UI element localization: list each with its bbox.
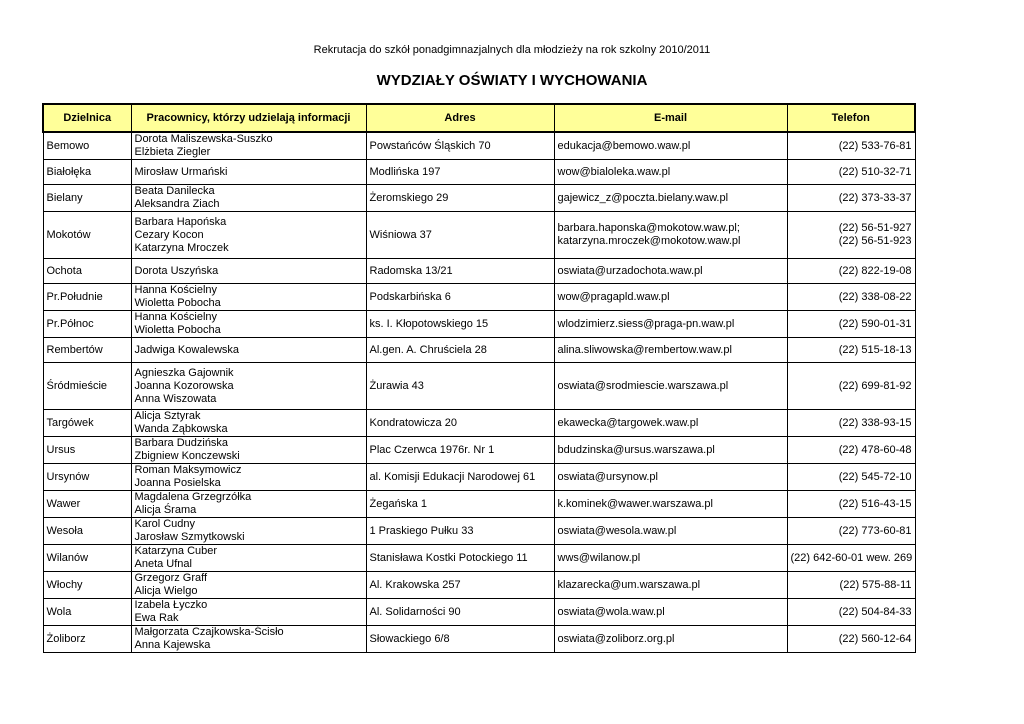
district-cell: Targówek [43,410,131,437]
phone-number: (22) 56-51-927 [838,222,912,234]
email-cell [554,311,787,338]
email-cell [554,545,787,572]
staff-name: Grzegorz Graff [134,572,208,584]
phone-number: (22) 699-81-92 [838,379,912,392]
table-row [43,311,915,338]
phone-cell [787,185,915,212]
address-cell: Al. Solidarności 90 [366,599,554,626]
phone-number: (22) 338-08-22 [838,290,912,303]
email-cell [554,491,787,518]
address-cell: Żegańska 1 [366,491,554,518]
email-cell [554,437,787,464]
email-address: ekawecka@targowek.waw.pl [557,416,699,429]
email-address: k.kominek@wawer.warszawa.pl [557,497,713,510]
district-cell: Rembertów [43,338,131,363]
phone-number: (22) 575-88-11 [839,578,912,591]
address-cell: Stanisława Kostki Potockiego 11 [366,545,554,572]
email-cell [554,212,787,259]
district-cell: Pr.Północ [43,311,131,338]
email-cell [554,599,787,626]
staff-cell [131,212,366,259]
phone-number: (22) 560-12-64 [838,632,912,645]
district-cell: Pr.Południe [43,284,131,311]
phone-number: (22) 478-60-48 [838,443,912,456]
email-address: bdudzinska@ursus.warszawa.pl [557,443,715,456]
table-row [43,518,915,545]
email-address: wlodzimierz.siess@praga-pn.waw.pl [557,317,735,330]
email-address: wow@pragapld.waw.pl [557,290,670,303]
phone-number: (22) 56-51-923 [838,235,912,247]
phone-cell [787,491,915,518]
email-cell [554,185,787,212]
staff-name: Jadwiga Kowalewska [134,343,240,356]
staff-cell [131,363,366,410]
staff-name: Alicja Wielgo [134,585,198,597]
table-row [43,545,915,572]
district-cell: Mokotów [43,212,131,259]
phone-number: (22) 822-19-08 [838,264,912,277]
phone-cell [787,410,915,437]
phone-number: (22) 516-43-15 [838,497,912,510]
address-cell: Kondratowicza 20 [366,410,554,437]
staff-name: Zbigniew Konczewski [134,450,240,462]
district-cell: Ursynów [43,464,131,491]
staff-name: Joanna Posielska [134,477,221,489]
staff-name: Barbara Dudzińska [134,437,229,449]
staff-name: Anna Kajewska [134,639,211,651]
table-row [43,338,915,363]
staff-name: Karol Cudny [134,518,196,530]
email-cell [554,518,787,545]
staff-cell [131,410,366,437]
staff-name: Wioletta Pobocha [134,297,221,309]
table-row [43,491,915,518]
address-cell: Plac Czerwca 1976r. Nr 1 [366,437,554,464]
staff-name: Magdalena Grzegrzółka [134,491,252,503]
staff-name: Alicja Śrama [134,504,197,516]
district-cell: Śródmieście [43,363,131,410]
phone-number: (22) 533-76-81 [838,139,912,152]
staff-name: Barbara Hapońska [134,215,227,228]
staff-name: Katarzyna Cuber [134,545,218,557]
education-offices-table [42,103,916,653]
table-row [43,437,915,464]
phone-cell [787,599,915,626]
staff-cell [131,437,366,464]
district-cell: Wesoła [43,518,131,545]
staff-cell [131,311,366,338]
staff-name: Anna Wiszowata [134,392,217,405]
staff-name: Roman Maksymowicz [134,464,242,476]
district-cell: Bielany [43,185,131,212]
table-row [43,259,915,284]
district-cell: Włochy [43,572,131,599]
phone-cell [787,545,915,572]
email-address: oswiata@urzadochota.waw.pl [557,264,703,277]
table-row [43,410,915,437]
district-cell: Wola [43,599,131,626]
address-cell: Słowackiego 6/8 [366,626,554,653]
address-cell: 1 Praskiego Pułku 33 [366,518,554,545]
column-header-staff: Pracownicy, którzy udzielają informacji [131,104,366,132]
phone-cell [787,338,915,363]
district-cell: Białołęka [43,160,131,185]
phone-cell [787,259,915,284]
email-address: gajewicz_z@poczta.bielany.waw.pl [557,191,729,204]
staff-name: Małgorzata Czajkowska-Ścisło [134,626,284,638]
table-row [43,212,915,259]
table-row [43,160,915,185]
table-row [43,572,915,599]
email-address: barbara.haponska@mokotow.waw.pl; [557,222,740,234]
phone-number: (22) 642-60-01 wew. 269 [790,551,913,564]
staff-cell [131,626,366,653]
phone-number: (22) 504-84-33 [838,605,912,618]
table-row [43,132,915,160]
staff-name: Ewa Rak [134,612,179,624]
phone-number: (22) 515-18-13 [838,343,912,356]
phone-number: (22) 773-60-81 [838,524,912,537]
email-cell [554,132,787,160]
address-cell: Al.gen. A. Chruściela 28 [366,338,554,363]
phone-number: (22) 590-01-31 [838,317,912,330]
table-row [43,626,915,653]
email-address: oswiata@zoliborz.org.pl [557,632,675,645]
phone-cell [787,572,915,599]
staff-name: Izabela Łyczko [134,599,208,611]
phone-cell [787,284,915,311]
email-cell [554,259,787,284]
address-cell: Radomska 13/21 [366,259,554,284]
phone-cell [787,311,915,338]
email-cell [554,284,787,311]
email-address: oswiata@wesola.waw.pl [557,524,677,537]
table-row [43,599,915,626]
table-row [43,363,915,410]
email-address: oswiata@wola.waw.pl [557,605,665,618]
email-address: wws@wilanow.pl [557,551,641,564]
email-cell [554,338,787,363]
staff-name: Joanna Kozorowska [134,379,234,392]
district-cell: Wilanów [43,545,131,572]
staff-name: Dorota Uszyńska [134,264,219,277]
district-cell: Bemowo [43,132,131,160]
email-cell [554,572,787,599]
district-cell: Ursus [43,437,131,464]
email-cell [554,363,787,410]
staff-name: Dorota Maliszewska-Suszko [134,133,273,145]
staff-cell [131,464,366,491]
column-header-phone: Telefon [787,104,915,132]
district-cell: Żoliborz [43,626,131,653]
staff-cell [131,284,366,311]
staff-cell [131,160,366,185]
document-subtitle: Rekrutacja do szkół ponadgimnazjalnych dla młodzieży na rok szkolny 2010/2011 [313,44,711,56]
email-cell [554,626,787,653]
phone-number: (22) 338-93-15 [838,416,912,429]
table-body [43,132,915,653]
document-title: WYDZIAŁY OŚWIATY I WYCHOWANIA [376,72,648,89]
staff-cell [131,185,366,212]
column-header-address: Adres [366,104,554,132]
staff-name: Aleksandra Ziach [134,198,220,210]
email-address: alina.sliwowska@rembertow.waw.pl [557,343,732,356]
staff-cell [131,572,366,599]
staff-cell [131,491,366,518]
phone-cell [787,518,915,545]
address-cell: Żurawia 43 [366,363,554,410]
phone-cell [787,464,915,491]
table-row [43,284,915,311]
address-cell: ks. I. Kłopotowskiego 15 [366,311,554,338]
staff-name: Cezary Kocon [134,228,204,241]
email-cell [554,160,787,185]
email-address: oswiata@ursynow.pl [557,470,658,483]
phone-number: (22) 545-72-10 [838,470,912,483]
email-address: wow@bialoleka.waw.pl [557,165,671,178]
staff-name: Hanna Kościelny [134,311,218,323]
staff-name: Beata Danilecka [134,185,215,197]
phone-cell [787,212,915,259]
phone-cell [787,626,915,653]
staff-name: Hanna Kościelny [134,284,218,296]
column-header-district: Dzielnica [43,104,131,132]
email-address: edukacja@bemowo.waw.pl [557,139,691,152]
table-header-row [43,104,915,132]
address-cell: Powstańców Śląskich 70 [366,132,554,160]
staff-name: Mirosław Urmański [134,165,228,178]
table-row [43,185,915,212]
staff-cell [131,518,366,545]
staff-name: Elżbieta Ziegler [134,146,211,158]
staff-name: Wanda Ząbkowska [134,423,228,435]
district-cell: Wawer [43,491,131,518]
address-cell: Wiśniowa 37 [366,212,554,259]
email-address: oswiata@srodmiescie.warszawa.pl [557,379,729,392]
staff-cell [131,599,366,626]
address-cell: Podskarbińska 6 [366,284,554,311]
email-address: klazarecka@um.warszawa.pl [557,578,701,591]
staff-name: Aneta Ufnal [134,558,192,570]
staff-cell [131,338,366,363]
district-cell: Ochota [43,259,131,284]
staff-cell [131,132,366,160]
phone-cell [787,437,915,464]
email-cell [554,410,787,437]
staff-cell [131,545,366,572]
phone-number: (22) 373-33-37 [838,191,912,204]
phone-cell [787,132,915,160]
table-row [43,464,915,491]
phone-number: (22) 510-32-71 [838,165,912,178]
staff-name: Jarosław Szmytkowski [134,531,245,543]
phone-cell [787,160,915,185]
staff-name: Katarzyna Mroczek [134,241,229,254]
address-cell: Al. Krakowska 257 [366,572,554,599]
address-cell: Żeromskiego 29 [366,185,554,212]
staff-name: Agnieszka Gajownik [134,366,234,379]
column-header-email: E-mail [554,104,787,132]
address-cell: Modlińska 197 [366,160,554,185]
address-cell: al. Komisji Edukacji Narodowej 61 [366,464,554,491]
staff-name: Wioletta Pobocha [134,324,221,336]
staff-cell [131,259,366,284]
email-address: katarzyna.mroczek@mokotow.waw.pl [557,235,741,247]
staff-name: Alicja Sztyrak [134,410,201,422]
phone-cell [787,363,915,410]
email-cell [554,464,787,491]
